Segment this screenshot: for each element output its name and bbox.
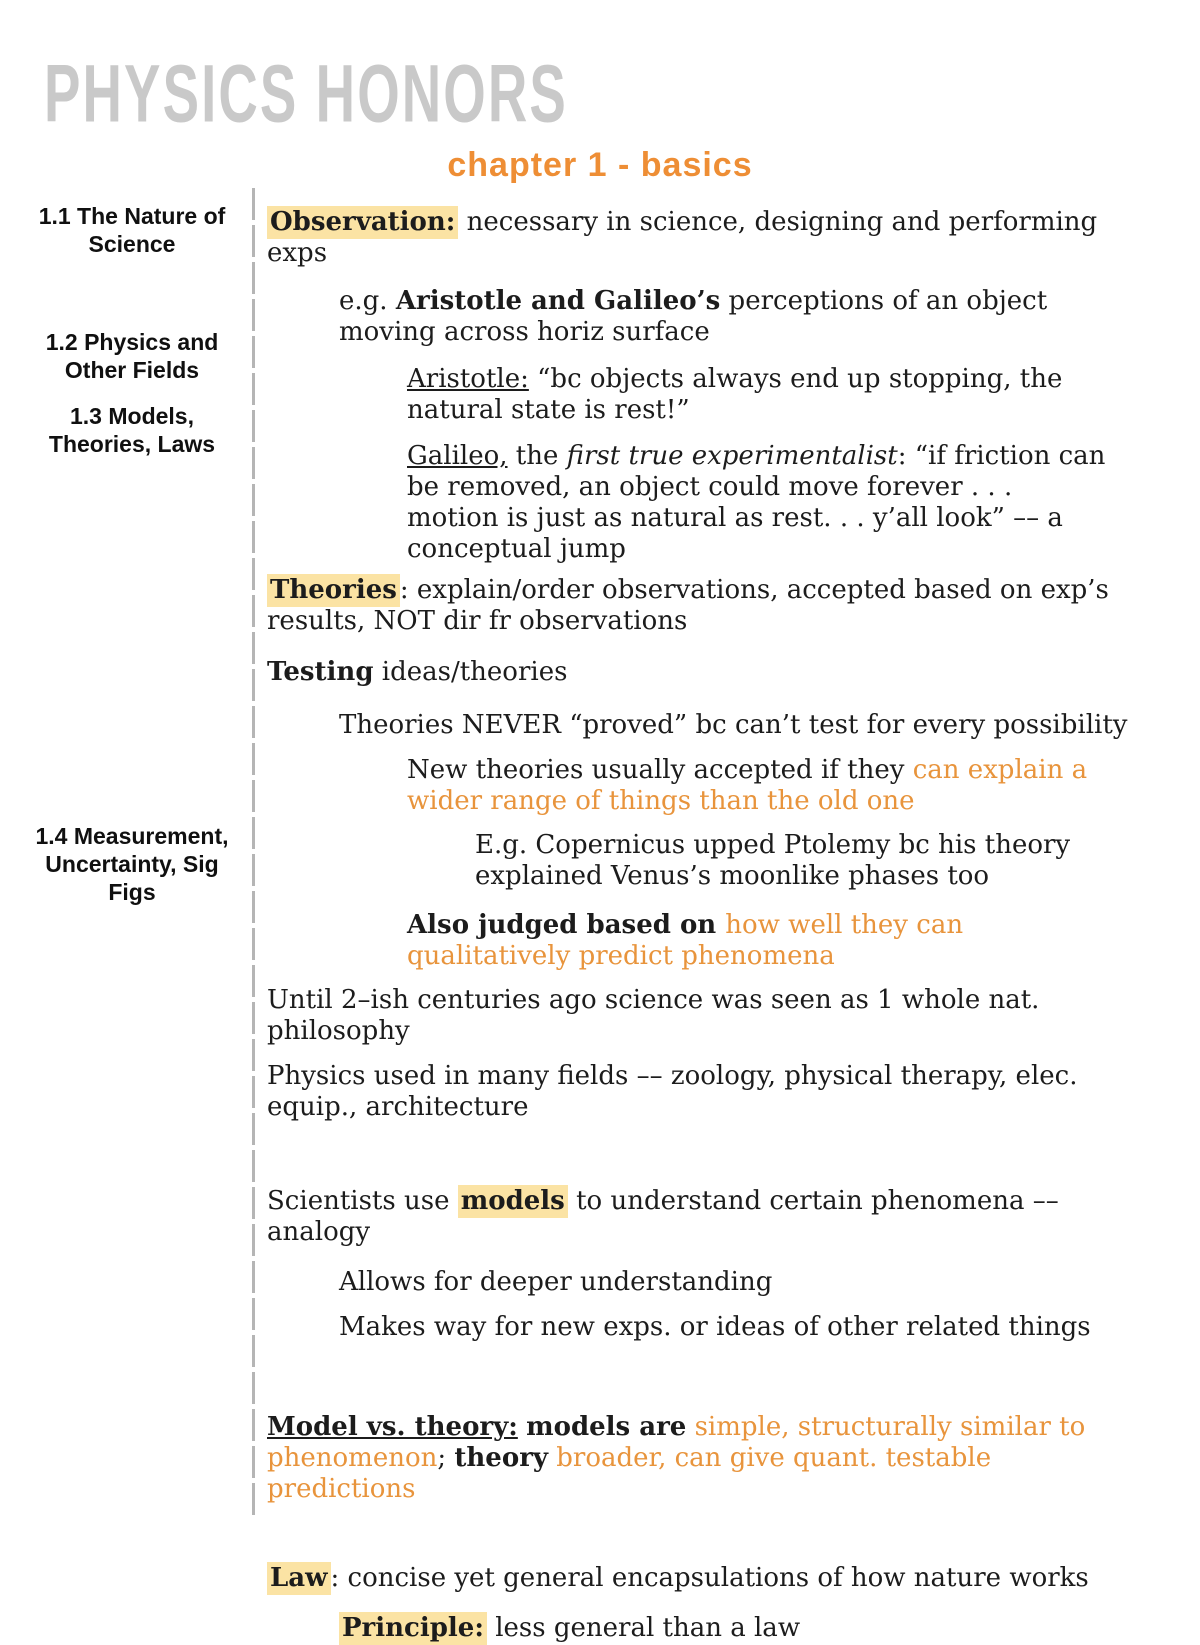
highlighted-term: Theories — [267, 574, 400, 607]
note-text: to understand certain phenomena –– analogy — [267, 1186, 1059, 1247]
chapter-heading: chapter 1 - basics — [447, 146, 753, 184]
note-paragraph — [339, 1267, 1143, 1298]
highlighted-term: Observation: — [267, 206, 458, 239]
note-text: Theories NEVER “proved” bc can’t test for every possibility — [339, 710, 1128, 740]
note-paragraph — [267, 1186, 1143, 1248]
note-paragraph — [339, 710, 1143, 741]
bold-text: Aristotle and Galileo’s — [395, 286, 721, 316]
note-text: Until 2–ish centuries ago science was seen as 1 whole nat. philosophy — [267, 985, 1040, 1046]
orange-emphasis-text: broader, can give quant. testable predictions — [267, 1443, 992, 1504]
vertical-dashed-divider — [252, 188, 255, 1518]
note-text: ; — [437, 1443, 455, 1473]
highlighted-term: models — [458, 1185, 568, 1218]
note-paragraph — [267, 1061, 1143, 1123]
note-paragraph — [267, 575, 1143, 637]
sidebar-section-1-4: 1.4 Measurement, Uncertainty, Sig Figs — [35, 823, 229, 905]
note-text — [686, 1412, 694, 1442]
note-text: Physics used in many fields –– zoology, physical therapy, elec. equip., architecture — [267, 1061, 1078, 1122]
note-text: perceptions of an object moving across horiz surface — [339, 286, 1048, 347]
note-text: E.g. Copernicus upped Ptolemy bc his theory explained Venus’s moonlike phases too — [475, 830, 1071, 891]
note-paragraph — [267, 207, 1143, 269]
note-paragraph — [267, 1412, 1143, 1505]
note-text: Allows for deeper understanding — [339, 1267, 773, 1297]
bold-text: Testing — [267, 657, 374, 687]
note-paragraph — [339, 1613, 1143, 1644]
note-text: : concise yet general encapsulations of how nature works — [330, 1563, 1089, 1593]
underlined-term: Model vs. theory: — [267, 1412, 518, 1442]
note-paragraph — [407, 755, 1107, 817]
note-paragraph — [267, 1563, 1143, 1594]
note-text — [518, 1412, 526, 1442]
note-paragraph — [267, 657, 1143, 688]
note-text: : “if friction can be removed, an object could move forever . . . motion is just as natural as rest. . . y’all look” –– a conceptual jump — [407, 441, 1106, 564]
note-text: Makes way for new exps. or ideas of other related things — [339, 1312, 1091, 1342]
page-title: PHYSICS HONORS — [44, 46, 568, 140]
bold-text: Also judged based on — [407, 910, 726, 940]
note-paragraph — [407, 441, 1107, 565]
note-paragraph — [407, 364, 1107, 426]
note-text: e.g. — [339, 286, 396, 316]
note-paragraph — [475, 830, 1115, 892]
note-paragraph — [339, 1312, 1143, 1343]
underlined-term: Galileo, — [407, 441, 508, 471]
note-text: less general than a law — [486, 1613, 801, 1643]
notes-content — [267, 196, 1143, 1644]
orange-emphasis-text: simple, structurally similar to phenomenon — [267, 1412, 1086, 1473]
note-paragraph — [407, 910, 1107, 972]
highlighted-term: Law — [267, 1562, 331, 1595]
note-text: : explain/order observations, accepted based on exp’s results, NOT dir fr observations — [267, 575, 1109, 636]
underlined-term: Aristotle: — [407, 364, 529, 394]
note-text: the — [507, 441, 567, 471]
note-text: “bc objects always end up stopping, the natural state is rest!” — [407, 364, 1063, 425]
note-text: ideas/theories — [373, 657, 568, 687]
highlighted-term: Principle: — [339, 1612, 487, 1645]
sidebar-section-1-3: 1.3 Models, Theories, Laws — [48, 403, 216, 457]
sidebar-section-1-2: 1.2 Physics and Other Fields — [45, 329, 219, 383]
orange-emphasis-text: how well they can qualitatively predict phenomena — [407, 910, 964, 971]
note-text: necessary in science, designing and performing exps — [267, 207, 1098, 268]
note-text: New theories usually accepted if they — [407, 755, 913, 785]
italic-text: first true experimentalist — [566, 441, 898, 471]
note-paragraph — [267, 985, 1143, 1047]
orange-emphasis-text: can explain a wider range of things than the old one — [407, 755, 1088, 816]
bold-text: theory — [454, 1443, 548, 1473]
bold-text: models are — [526, 1412, 687, 1442]
note-paragraph — [339, 286, 1143, 348]
sidebar-section-1-1: 1.1 The Nature of Science — [38, 203, 226, 257]
note-text: Scientists use — [267, 1186, 458, 1216]
